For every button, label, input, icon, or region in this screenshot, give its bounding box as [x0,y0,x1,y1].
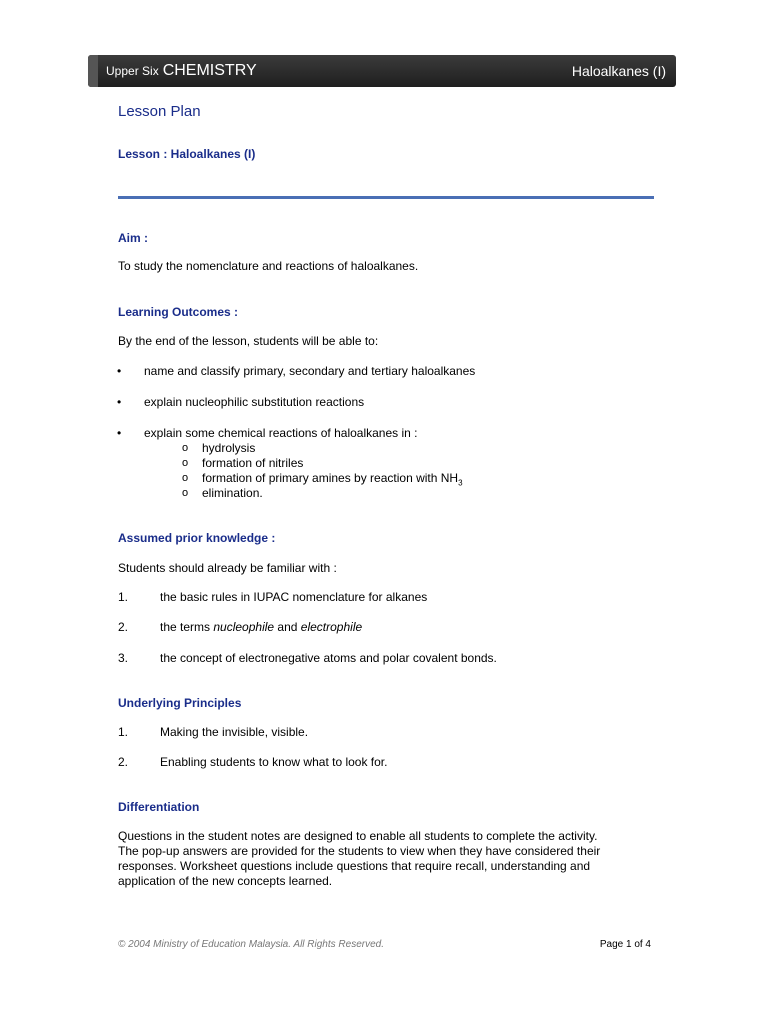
sub-outcome-item: elimination. [202,486,263,500]
lesson-number: Lesson 13 : [687,63,750,77]
lesson-heading: Lesson : Haloalkanes (I) [118,147,256,161]
bullet-icon: • [117,395,122,409]
page-title: Lesson Plan [118,103,201,120]
principle-item: Making the invisible, visible. [160,725,309,739]
sub-outcome-item [202,471,463,487]
prior-knowledge-heading: Assumed prior knowledge : [118,531,276,545]
lesson-label [570,63,750,81]
aim-text: To study the nomenclature and reactions of haloalkanes. [118,259,419,273]
paragraph-line: Questions in the student notes are designed to enable all students to complete the activity. [118,829,598,843]
sub-bullet-icon: o [182,472,189,484]
course-prefix: Upper Six [106,64,159,78]
list-number: 1. [118,590,129,604]
list-number: 1. [118,725,129,739]
prior-knowledge-intro: Students should already be familiar with : [118,561,337,575]
bullet-icon: • [117,364,122,378]
paragraph-line: application of the new concepts learned. [118,874,333,888]
page-number: Page 1 of 4 [599,939,651,950]
lesson-topic: Haloalkanes (I) [571,63,666,79]
differentiation-paragraph [118,829,658,889]
divider-rule [118,196,654,199]
differentiation-heading: Differentiation [118,800,200,814]
item-text-mid: and [274,620,301,634]
term-electrophile: electrophile [300,620,363,634]
sub-outcome-text: formation of primary amines by reaction with NH [202,471,459,485]
list-number: 3. [118,651,129,665]
nh3-subscript: 3 [458,478,463,488]
prior-knowledge-item [160,620,362,634]
copyright-notice: © 2004 Ministry of Education Malaysia. All Rights Reserved. [118,939,385,950]
aim-heading: Aim : [118,231,148,245]
course-subject: CHEMISTRY [162,62,257,79]
learning-outcomes-intro: By the end of the lesson, students will be able to: [118,334,379,348]
principle-item: Enabling students to know what to look for. [160,755,388,769]
paragraph-line: responses. Worksheet questions include questions that require recall, understanding and [118,859,591,873]
term-nucleophile: nucleophile [213,620,275,634]
sub-bullet-icon: o [182,487,189,499]
banner-edge [88,55,98,87]
prior-knowledge-item: the basic rules in IUPAC nomenclature for alkanes [160,590,428,604]
bullet-icon: • [117,426,122,440]
list-number: 2. [118,755,129,769]
header-banner [88,55,750,87]
list-number: 2. [118,620,129,634]
sub-outcome-item: hydrolysis [202,441,256,455]
item-text-pre: the terms [160,620,214,634]
learning-outcomes-heading: Learning Outcomes : [118,305,239,319]
outcome-item: explain nucleophilic substitution reactions [144,395,365,409]
paragraph-line: The pop-up answers are provided for the students to view when they have considered their [118,844,601,858]
sub-bullet-icon: o [182,457,189,469]
outcome-item: explain some chemical reactions of haloalkanes in : [144,426,418,440]
principles-heading: Underlying Principles [118,696,242,710]
prior-knowledge-item: the concept of electronegative atoms and polar covalent bonds. [160,651,497,665]
sub-outcome-item: formation of nitriles [202,456,304,470]
outcome-item: name and classify primary, secondary and tertiary haloalkanes [144,364,476,378]
sub-bullet-icon: o [182,442,189,454]
course-title [106,62,257,80]
